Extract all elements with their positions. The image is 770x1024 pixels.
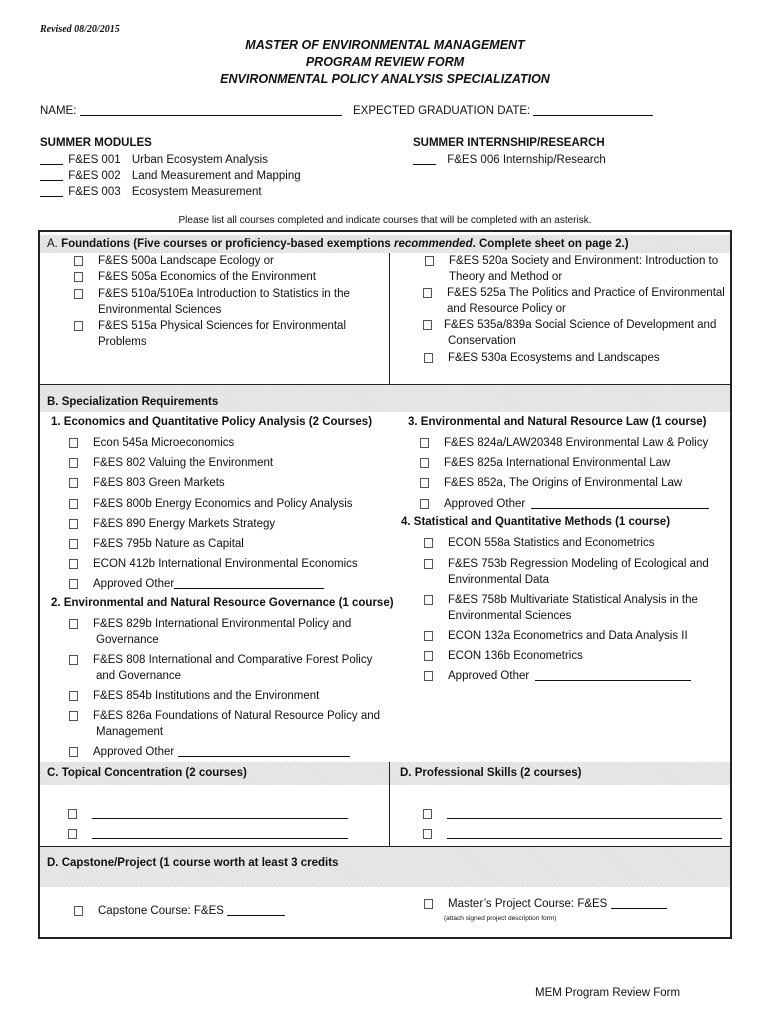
course-option[interactable]: F&ES 758b Multivariate Statistical Analysis in the Environmental Sciences — [448, 592, 698, 624]
course-option[interactable]: F&ES 535a/839a Social Science of Development and Conservation — [444, 317, 716, 349]
approved-other-option[interactable]: Approved Other — [93, 744, 350, 760]
graduation-date-blank[interactable] — [533, 104, 653, 116]
internship-blank[interactable] — [413, 153, 436, 165]
row-divider — [40, 846, 730, 847]
course-option[interactable]: Econ 545a Microeconomics — [93, 435, 234, 451]
checkbox[interactable] — [69, 655, 78, 665]
checkbox[interactable] — [74, 321, 83, 331]
course-option[interactable]: F&ES 826a Foundations of Natural Resource Policy and Management — [93, 708, 380, 740]
checkbox[interactable] — [69, 478, 78, 488]
checkbox[interactable] — [74, 256, 83, 266]
entry-blank[interactable] — [92, 827, 348, 839]
approved-other-option[interactable]: Approved Other — [93, 576, 324, 592]
topical-concentration-entry[interactable] — [92, 806, 348, 822]
section-c-heading: C. Topical Concentration (2 courses) — [47, 767, 247, 779]
checkbox[interactable] — [420, 438, 429, 448]
checkbox[interactable] — [69, 711, 78, 721]
course-option[interactable]: F&ES 825a International Environmental Law — [444, 455, 670, 471]
summer-module-blank[interactable] — [40, 169, 63, 181]
checkbox[interactable] — [69, 438, 78, 448]
table-bottom-border — [38, 937, 732, 939]
entry-blank[interactable] — [447, 827, 722, 839]
checkbox[interactable] — [74, 272, 83, 282]
checkbox[interactable] — [423, 320, 432, 330]
professional-skills-entry[interactable] — [447, 806, 722, 822]
course-option[interactable]: F&ES 753b Regression Modeling of Ecological and Environmental Data — [448, 556, 709, 588]
name-label: NAME: — [40, 105, 80, 117]
internship-row[interactable] — [413, 153, 606, 166]
form-title-line-1: MASTER OF ENVIRONMENTAL MANAGEMENT — [245, 38, 525, 52]
table-right-border — [730, 230, 732, 939]
checkbox[interactable] — [420, 458, 429, 468]
form-title-line-3: ENVIRONMENTAL POLICY ANALYSIS SPECIALIZATION — [220, 72, 550, 86]
revised-date: Revised 08/20/2015 — [40, 24, 120, 35]
entry-blank[interactable] — [92, 807, 348, 819]
section-d-skills-heading: D. Professional Skills (2 courses) — [400, 767, 582, 779]
capstone-heading: D. Capstone/Project (1 course worth at least 3 credits — [47, 857, 339, 869]
course-option[interactable]: F&ES 824a/LAW20348 Environmental Law & Policy — [444, 435, 708, 451]
checkbox[interactable] — [423, 809, 432, 819]
module-name: Urban Ecosystem Analysis — [131, 154, 268, 166]
course-option[interactable]: ECON 412b International Environmental Economics — [93, 556, 358, 572]
checkbox[interactable] — [424, 595, 433, 605]
course-option[interactable]: F&ES 795b Nature as Capital — [93, 536, 244, 552]
approved-other-option[interactable]: Approved Other — [448, 668, 691, 684]
summer-internship-heading: SUMMER INTERNSHIP/RESEARCH — [413, 137, 605, 149]
instructions: Please list all courses completed and indicate courses that will be completed with an asterisk. — [178, 215, 592, 226]
checkbox[interactable] — [69, 619, 78, 629]
checkbox[interactable] — [68, 809, 77, 819]
column-divider — [389, 253, 390, 384]
checkbox[interactable] — [69, 539, 78, 549]
approved-other-blank[interactable] — [178, 745, 350, 757]
course-option[interactable]: F&ES 525a The Politics and Practice of Environmental and Resource Policy or — [447, 285, 725, 317]
course-option[interactable]: F&ES 800b Energy Economics and Policy Analysis — [93, 496, 353, 512]
checkbox[interactable] — [69, 519, 78, 529]
course-option[interactable]: F&ES 515a Physical Sciences for Environmental Problems — [98, 318, 346, 350]
internship-label: F&ES 006 Internship/Research — [447, 154, 606, 166]
module-code: F&ES 003 — [68, 186, 121, 198]
section-a-heading: A. Foundations (Five courses or proficiency-based exemptions recommended. Complete sheet on page 2.) — [47, 238, 629, 250]
footer-label: MEM Program Review Form — [535, 987, 681, 999]
topical-concentration-entry[interactable] — [92, 826, 348, 842]
masters-project-field[interactable]: Master’s Project Course: F&ES — [448, 896, 667, 912]
row-divider — [40, 384, 730, 385]
attach-note: (attach signed project description form) — [444, 915, 557, 922]
name-blank[interactable] — [80, 104, 342, 116]
subsection-1-title: 1. Economics and Quantitative Policy Analysis (2 Courses) — [51, 416, 373, 428]
course-option[interactable]: F&ES 854b Institutions and the Environment — [93, 688, 319, 704]
module-code: F&ES 002 — [68, 170, 121, 182]
approved-other-blank[interactable] — [535, 669, 691, 681]
course-option[interactable]: F&ES 890 Energy Markets Strategy — [93, 516, 275, 532]
checkbox[interactable] — [424, 631, 433, 641]
module-code: F&ES 001 — [68, 154, 121, 166]
checkbox[interactable] — [424, 899, 433, 909]
summer-module-row[interactable] — [40, 153, 268, 166]
module-name: Ecosystem Measurement — [131, 186, 262, 198]
course-option[interactable]: ECON 136b Econometrics — [448, 648, 583, 664]
checkbox[interactable] — [74, 906, 83, 916]
summer-module-row[interactable] — [40, 169, 301, 182]
checkbox[interactable] — [424, 671, 433, 681]
subsection-4-title: 4. Statistical and Quantitative Methods (1 course) — [401, 516, 671, 528]
section-b-heading: B. Specialization Requirements — [47, 396, 219, 408]
approved-other-blank[interactable] — [174, 577, 324, 589]
graduation-date-label: EXPECTED GRADUATION DATE: — [353, 105, 534, 117]
course-option[interactable]: ECON 132a Econometrics and Data Analysis II — [448, 628, 688, 644]
table-left-border — [38, 230, 40, 939]
name-field[interactable] — [40, 104, 342, 117]
course-option[interactable]: F&ES 829b International Environmental Policy and Governance — [93, 616, 351, 648]
course-option[interactable]: F&ES 520a Society and Environment: Introduction to Theory and Method or — [449, 253, 718, 285]
summer-modules-heading: SUMMER MODULES — [40, 137, 152, 149]
subsection-3-title: 3. Environmental and Natural Resource Law (1 course) — [408, 416, 707, 428]
course-option[interactable]: F&ES 802 Valuing the Environment — [93, 455, 273, 471]
course-option[interactable]: F&ES 530a Ecosystems and Landscapes — [448, 350, 660, 366]
course-option[interactable]: F&ES 808 International and Comparative Forest Policy and Governance — [93, 652, 372, 684]
checkbox[interactable] — [68, 829, 77, 839]
checkbox[interactable] — [69, 579, 78, 589]
checkbox[interactable] — [424, 353, 433, 363]
checkbox[interactable] — [423, 288, 432, 298]
capstone-blank[interactable] — [227, 904, 285, 916]
graduation-date-field[interactable] — [353, 104, 653, 117]
checkbox[interactable] — [424, 651, 433, 661]
capstone-course-field[interactable]: Capstone Course: F&ES — [98, 903, 285, 919]
checkbox[interactable] — [424, 538, 433, 548]
checkbox[interactable] — [423, 829, 432, 839]
checkbox[interactable] — [69, 559, 78, 569]
checkbox[interactable] — [425, 256, 434, 266]
approved-other-option[interactable]: Approved Other — [444, 496, 709, 512]
column-divider — [389, 762, 390, 846]
professional-skills-entry[interactable] — [447, 826, 722, 842]
checkbox[interactable] — [74, 289, 83, 299]
summer-module-blank[interactable] — [40, 153, 63, 165]
subsection-2-title: 2. Environmental and Natural Resource Governance (1 course) — [51, 597, 394, 609]
course-option[interactable]: F&ES 510a/510Ea Introduction to Statistics in the Environmental Sciences — [98, 286, 350, 318]
masters-project-blank[interactable] — [611, 897, 667, 909]
summer-module-blank[interactable] — [40, 185, 63, 197]
course-option[interactable]: F&ES 852a, The Origins of Environmental Law — [444, 475, 682, 491]
checkbox[interactable] — [69, 747, 78, 757]
checkbox[interactable] — [69, 499, 78, 509]
summer-module-row[interactable] — [40, 185, 262, 198]
module-name: Land Measurement and Mapping — [131, 170, 301, 182]
checkbox[interactable] — [69, 691, 78, 701]
checkbox[interactable] — [420, 478, 429, 488]
checkbox[interactable] — [69, 458, 78, 468]
course-option[interactable]: ECON 558a Statistics and Econometrics — [448, 535, 654, 551]
form-title-line-2: PROGRAM REVIEW FORM — [305, 55, 465, 69]
approved-other-blank[interactable] — [531, 497, 709, 509]
course-option[interactable]: F&ES 505a Economics of the Environment — [98, 269, 316, 285]
table-top-border — [38, 230, 732, 232]
checkbox[interactable] — [420, 499, 429, 509]
checkbox[interactable] — [424, 559, 433, 569]
course-option[interactable]: F&ES 803 Green Markets — [93, 475, 225, 491]
entry-blank[interactable] — [447, 807, 722, 819]
course-option[interactable]: F&ES 500a Landscape Ecology or — [98, 253, 274, 269]
